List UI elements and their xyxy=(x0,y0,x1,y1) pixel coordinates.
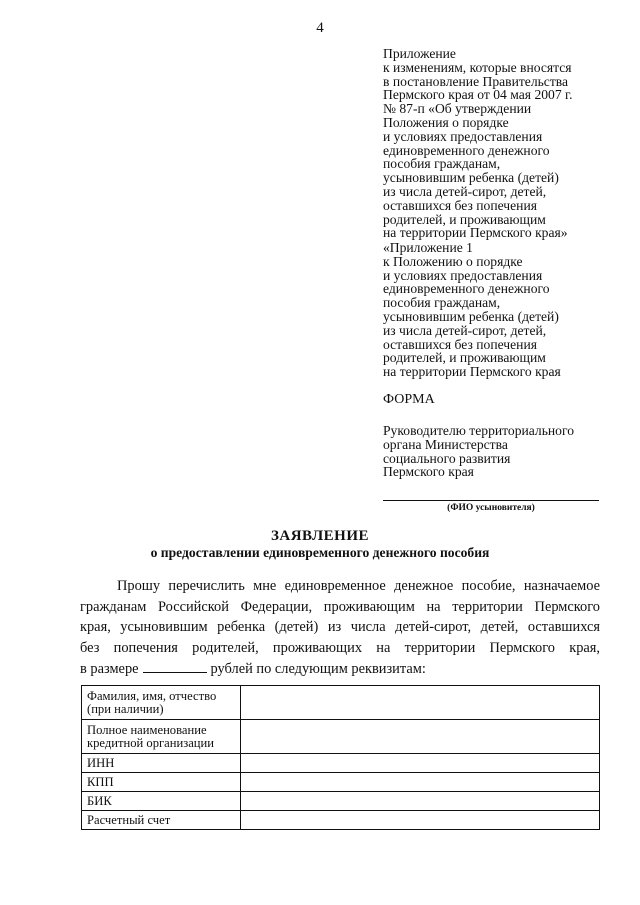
requisite-value[interactable] xyxy=(241,811,600,830)
table-row xyxy=(82,811,600,830)
recipient-line: Руководителю территориального xyxy=(383,423,575,438)
amount-blank-field[interactable] xyxy=(143,658,207,673)
amount-suffix: рублей по следующим реквизитам: xyxy=(210,661,426,678)
table-row xyxy=(82,720,600,754)
recipient-block xyxy=(383,424,623,479)
appendix-note-line: к изменениям, которые вносятся xyxy=(383,59,572,75)
appendix-note xyxy=(383,47,623,240)
page-number: 4 xyxy=(316,20,324,36)
appendix1-note-line: усыновившим ребенка (детей) xyxy=(383,308,559,324)
signature-line xyxy=(383,500,599,501)
requisite-label: Фамилия, имя, отчество (при наличии) xyxy=(82,686,241,720)
appendix1-note-line: единовременного денежного xyxy=(383,281,550,297)
requisite-label: БИК xyxy=(82,792,241,811)
requisite-value[interactable] xyxy=(241,792,600,811)
requisites-table xyxy=(81,685,600,830)
body-line: Прошу перечислить мне единовременное денежное пособие, назначаемое xyxy=(117,578,600,594)
requisite-value[interactable] xyxy=(241,773,600,792)
appendix-note-line: пособия гражданам, xyxy=(383,156,501,172)
table-row xyxy=(82,754,600,773)
appendix1-note-line: и условиях предоставления xyxy=(383,267,543,283)
document-subtitle: о предоставлении единовременного денежного пособия xyxy=(150,545,490,560)
appendix1-note-line: пособия гражданам, xyxy=(383,295,501,311)
requisite-label: ИНН xyxy=(82,754,241,773)
amount-line xyxy=(80,658,600,680)
appendix1-note-line: на территории Пермского края xyxy=(383,364,561,380)
appendix-note-line: Положения о порядке xyxy=(383,114,509,130)
appendix-note-line: из числа детей-сирот, детей, xyxy=(383,183,547,199)
requisite-value[interactable] xyxy=(241,686,600,720)
appendix1-note-line: к Положению о порядке xyxy=(383,253,523,269)
requisite-label: Полное наименование кредитной организации xyxy=(82,720,241,754)
recipient-line: Пермского края xyxy=(383,464,474,480)
requisite-label: Расчетный счет xyxy=(82,811,241,830)
appendix-note-line: усыновившим ребенка (детей) xyxy=(383,170,559,186)
appendix1-note-line: из числа детей-сирот, детей, xyxy=(383,322,547,338)
body-line: без попечения родителей, проживающих на территории Пермского края, xyxy=(80,639,600,656)
appendix-note-line: в постановление Правительства xyxy=(383,73,569,89)
appendix1-note xyxy=(383,241,623,379)
appendix-note-line: оставшихся без попечения xyxy=(383,197,537,213)
recipient-line: социального развития xyxy=(383,450,511,466)
appendix-note-line: № 87-п «Об утверждении xyxy=(383,101,532,117)
signature-caption: (ФИО усыновителя) xyxy=(447,503,535,513)
appendix-note-line: на территории Пермского края» xyxy=(383,225,568,241)
requisite-label: КПП xyxy=(82,773,241,792)
appendix-note-line: Пермского края от 04 мая 2007 г. xyxy=(383,87,573,103)
body-line: края, усыновившим ребенка (детей) из числа детей-сирот, детей, оставшихся xyxy=(80,619,600,636)
application-text xyxy=(80,576,600,680)
appendix-note-line: Приложение xyxy=(383,46,456,61)
table-row xyxy=(82,773,600,792)
appendix-note-line: родителей, и проживающим xyxy=(383,211,546,227)
recipient-line: органа Министерства xyxy=(383,436,508,452)
amount-prefix: в размере xyxy=(80,661,139,678)
table-row xyxy=(82,792,600,811)
form-label: ФОРМА xyxy=(383,392,435,407)
appendix1-note-line: «Приложение 1 xyxy=(383,240,473,255)
appendix-note-line: и условиях предоставления xyxy=(383,128,543,144)
body-line: гражданам Российской Федерации, проживающим на территории Пермского xyxy=(80,598,600,615)
appendix1-note-line: оставшихся без попечения xyxy=(383,336,537,352)
document-title: ЗАЯВЛЕНИЕ xyxy=(270,528,370,544)
requisite-value[interactable] xyxy=(241,720,600,754)
requisite-value[interactable] xyxy=(241,754,600,773)
appendix1-note-line: родителей, и проживающим xyxy=(383,350,546,366)
table-row xyxy=(82,686,600,720)
appendix-note-line: единовременного денежного xyxy=(383,142,550,158)
